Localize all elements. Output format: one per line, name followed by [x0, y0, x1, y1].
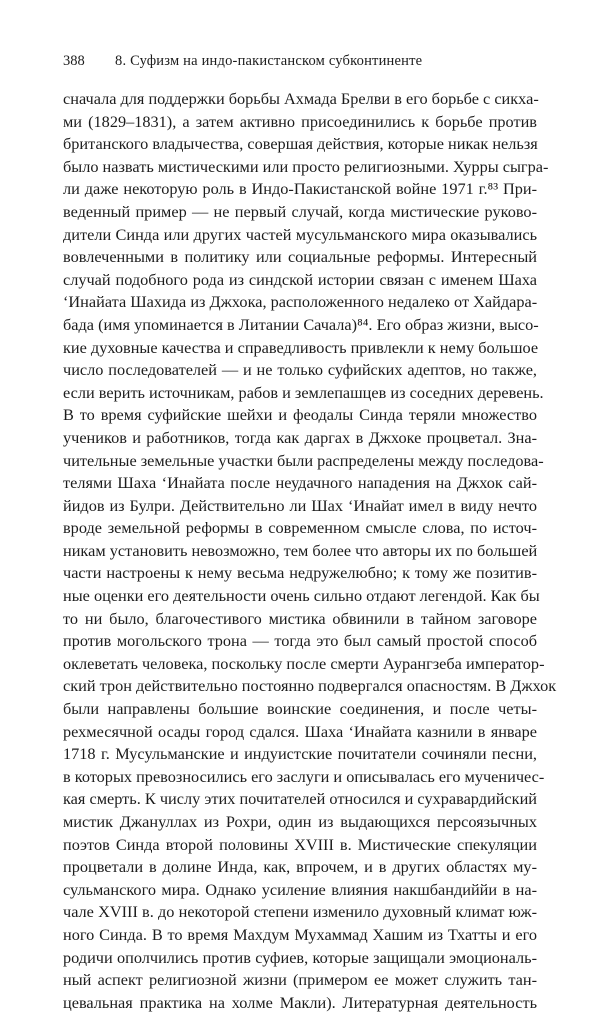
text-line: ми (1829–1831), а затем активно присоединились к борьбе против	[63, 111, 537, 131]
text-line: процветали в долине Инда, как, впрочем, и в других областях му-	[63, 857, 537, 877]
text-line: то ни было, благочестивого мистика обвинили в тайном заговоре	[63, 608, 537, 628]
text-line: ский трон действительно постоянно подвергался опасностям. В Джхок	[63, 676, 557, 696]
text-line: 1718 г. Мусульманские и индуистские почитатели сочиняли песни,	[63, 744, 537, 764]
text-line: дители Синда или других частей мусульманского мира оказывались	[63, 224, 537, 244]
text-line: родичи ополчились против суфиев, которые защищали эмоциональ-	[63, 947, 537, 967]
text-line: ли даже некоторую роль в Индо-Пакистанской войне 1971 г.⁸³ При-	[63, 179, 537, 199]
chapter-title: 8. Суфизм на индо-пакистанском субконтиненте	[115, 53, 423, 69]
running-head	[63, 51, 543, 71]
text-line: поэтов Синда второй половины XVIII в. Мистические спекуляции	[63, 834, 537, 854]
text-line: против могольского трона — тогда это был самый простой способ	[63, 631, 537, 651]
text-line: были направлены большие воинские соединения, и после четы-	[63, 699, 537, 719]
text-line: сульманского мира. Однако усиление влияния накшбандиййи в на-	[63, 879, 537, 899]
text-line: чале XVIII в. до некоторой степени изменило духовный климат юж-	[63, 902, 537, 922]
text-line: йидов из Булри. Действительно ли Шах ‘Инайат имел в виду нечто	[63, 495, 537, 515]
text-line: было назвать мистическими или просто религиозными. Хурры сыгра-	[63, 156, 549, 176]
text-line: учеников и работников, тогда как даргах в Джхоке процветал. Зна-	[63, 427, 537, 447]
text-line: никам установить невозможно, тем более что авторы их по большей	[63, 540, 538, 560]
text-line: телями Шаха ‘Инайата после неудачного нападения на Джхок сай-	[63, 473, 537, 493]
text-line: вроде земельной реформы в современном смысле слова, по источ-	[63, 518, 537, 538]
text-line: вовлеченными в политику или социальные реформы. Интересный	[63, 247, 537, 267]
text-line: британского владычества, совершая действия, которые никак нельзя	[63, 134, 538, 154]
text-line: В то время суфийские шейхи и феодалы Синда теряли множество	[63, 405, 537, 425]
page-number: 388	[63, 53, 85, 69]
text-line: ные оценки его деятельности очень сильно отдают легендой. Как бы	[63, 586, 540, 606]
text-line: чительные земельные участки были распределены между последова-	[63, 450, 544, 470]
text-line: сначала для поддержки борьбы Ахмада Брелви в его борьбе с сикха-	[63, 89, 539, 108]
text-line: оклеветать человека, поскольку после смерти Аурангзеба император-	[63, 653, 545, 673]
text-line: ного Синда. В то время Махдум Мухаммад Хашим из Тхатты и его	[63, 924, 537, 944]
text-line: части настроены к нему весьма недружелюбно; к тому же позитив-	[63, 563, 537, 583]
text-line: рехмесячной осады город сдался. Шаха ‘Инайата казнили в январе	[63, 721, 537, 741]
text-line: ный аспект религиозной жизни (примером ее может служить тан-	[63, 970, 537, 990]
text-line: если верить источникам, рабов и землепашцев из соседних деревень.	[63, 382, 544, 402]
text-line: веденный пример — не первый случай, когда мистические руково-	[63, 201, 537, 221]
text-line: случай подобного рода из синдской истории связан с именем Шаха	[63, 269, 537, 289]
text-line: в которых превозносились его заслуги и описывалась его мученичес-	[63, 766, 545, 786]
text-line: ‘Инайата Шахида из Джхока, расположенного недалеко от Хайдара-	[63, 292, 538, 312]
text-line: цевальная практика на холме Макли). Литературная деятельность	[63, 992, 537, 1012]
text-line: кие духовные качества и справедливость привлекли к нему большое	[63, 337, 539, 357]
body-text	[63, 88, 557, 1014]
text-line: кая смерть. К числу этих почитателей относился и сухравардийский	[63, 789, 537, 809]
text-line: бада (имя упоминается в Литании Сачала)⁸⁴. Его образ жизни, высо-	[63, 314, 539, 334]
text-line: мистик Джануллах из Рохри, один из выдающихся персоязычных	[63, 812, 537, 831]
text-line: число последователей — и не только суфийских адептов, но также,	[63, 360, 537, 380]
